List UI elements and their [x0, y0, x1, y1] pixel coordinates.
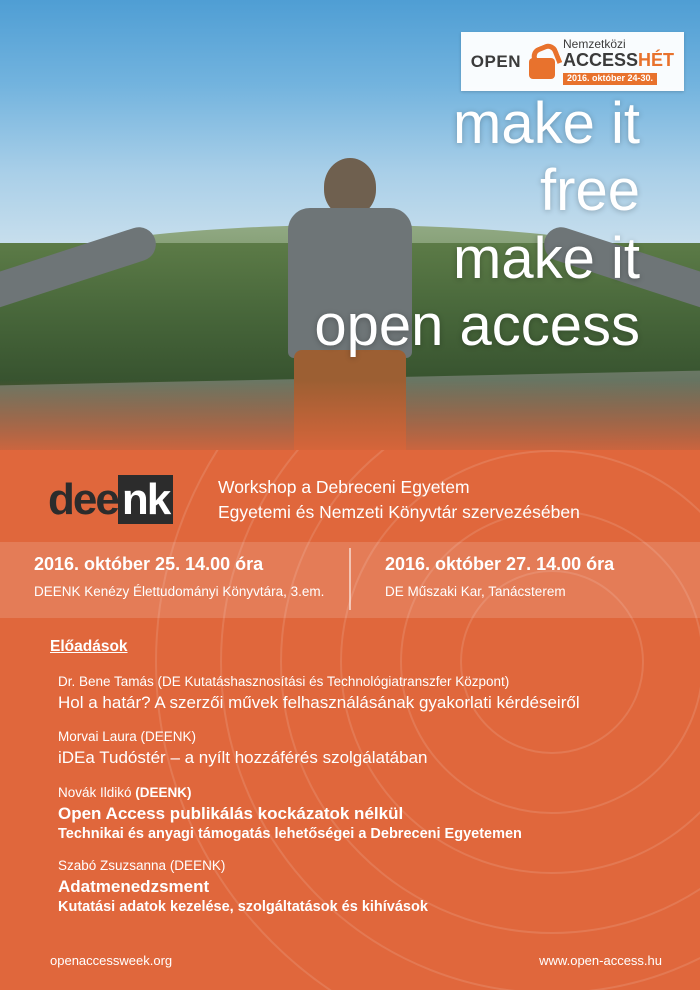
- talk-2-speaker: [58, 729, 700, 744]
- open-padlock-icon: [529, 45, 555, 79]
- list-item: [58, 785, 700, 842]
- deenk-logo-part2: nk: [118, 475, 173, 524]
- oa-open-label: OPEN: [470, 52, 521, 72]
- headline-line-3: make it: [453, 225, 640, 291]
- talk-4-title: Adatmenedzsment: [58, 876, 210, 896]
- oa-access-label: [563, 51, 674, 70]
- oa-date-badge: 2016. október 24-30.: [563, 73, 657, 84]
- talk-3-subtitle: Technikai és anyagi támogatás lehetőségei a Debreceni Egyetemen: [58, 825, 522, 842]
- event-dates-bar: [0, 542, 700, 618]
- footer-link-openaccess-hu[interactable]: www.open-access.hu: [539, 953, 662, 968]
- hero-gradient-fade: [0, 380, 700, 450]
- talk-1-speaker: [58, 674, 700, 689]
- event-1: [0, 542, 349, 618]
- event-2-datetime: 2016. október 27. 14.00 óra: [385, 554, 615, 574]
- content-area: [0, 450, 700, 990]
- talk-3-speaker: [58, 785, 700, 800]
- event-2: [349, 542, 700, 618]
- oa-het-word: HÉT: [638, 49, 674, 70]
- headline-line-2: free: [540, 158, 640, 224]
- oa-access-word: ACCESS: [562, 49, 638, 70]
- headline-line-1: make it: [453, 91, 640, 156]
- footer-link-openaccessweek[interactable]: openaccessweek.org: [50, 953, 173, 968]
- workshop-text: [218, 475, 580, 526]
- talk-3-speaker-affil: (DEENK): [135, 784, 192, 800]
- event-2-place: DE Műszaki Kar, Tanácsterem: [385, 584, 566, 599]
- workshop-line-2: Egyetemi és Nemzeti Könyvtár szervezésében: [218, 502, 580, 522]
- talk-1-speaker-name: Dr. Bene Tamás (DE Kutatáshasznosítási és Technológiatranszfer Központ): [58, 674, 510, 689]
- talks-section: [0, 638, 700, 931]
- oa-nemzetkozi-label: Nemzetközi: [562, 37, 626, 51]
- open-access-week-logo: [461, 32, 684, 91]
- workshop-line-1: Workshop a Debreceni Egyetem: [218, 476, 470, 497]
- event-1-datetime: 2016. október 25. 14.00 óra: [34, 554, 264, 574]
- page-title: [0, 90, 640, 359]
- talk-4-speaker: [58, 858, 700, 873]
- footer: [0, 953, 700, 968]
- oa-logo-text: [563, 38, 674, 86]
- talk-4-subtitle: Kutatási adatok kezelése, szolgáltatások és kihívások: [58, 899, 428, 915]
- list-item: [58, 674, 700, 713]
- list-item: [58, 729, 700, 768]
- event-1-place: DEENK Kenézy Élettudományi Könyvtára, 3.em.: [34, 584, 325, 599]
- list-item: [58, 858, 700, 915]
- deenk-logo: [48, 475, 198, 524]
- talk-4-speaker-name: Szabó Zsuzsanna (DEENK): [58, 857, 226, 873]
- talk-3-speaker-name: Novák Ildikó: [58, 784, 136, 800]
- talk-1-title: Hol a határ? A szerzői művek felhasználásának gyakorlati kérdéseiről: [58, 693, 580, 712]
- workshop-header: [0, 460, 700, 540]
- deenk-logo-part1: dee: [48, 475, 118, 524]
- talk-2-speaker-name: Morvai Laura (DEENK): [58, 729, 197, 745]
- talk-3-title: Open Access publikálás kockázatok nélkül: [58, 803, 404, 823]
- talk-2-title: iDEa Tudóstér – a nyílt hozzáférés szolgálatában: [58, 748, 428, 768]
- headline-line-4: open access: [314, 292, 640, 358]
- talks-section-title: Előadások: [50, 638, 128, 655]
